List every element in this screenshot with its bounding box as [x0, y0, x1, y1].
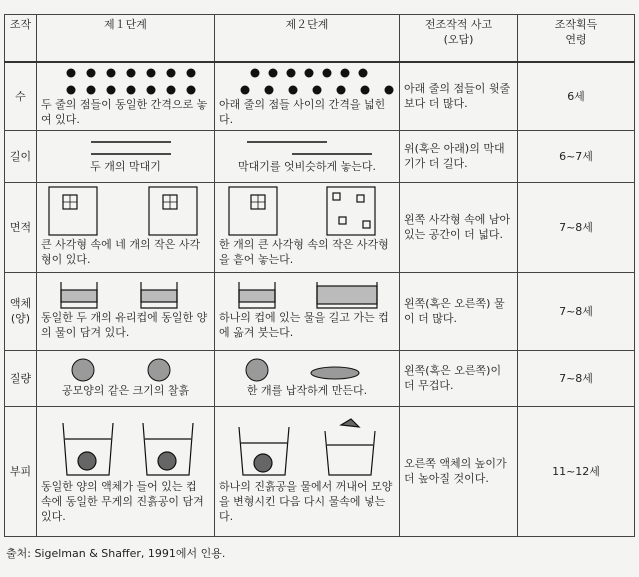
source-citation: 출처: Sigelman & Shaffer, 1991에서 인용.: [6, 547, 226, 560]
stage1-cell: [37, 272, 215, 350]
sticks-stage2-figure: [217, 137, 397, 159]
row-kind: 액체 (양): [5, 272, 37, 350]
preop-answer: 위(혹은 아래)의 막대기가 더 길다.: [400, 130, 518, 182]
table-row: [5, 182, 635, 272]
stage2-cell: [215, 350, 400, 406]
stage2-cell: [215, 406, 400, 536]
stage2-cell: [215, 62, 400, 130]
table-row: [5, 62, 635, 130]
acquisition-age: 6세: [518, 62, 635, 130]
area-stage2-figure: [217, 185, 397, 237]
stage1-cell: [37, 406, 215, 536]
clay-stage2-figure: [217, 357, 397, 383]
table-row: [5, 130, 635, 182]
area-stage1-figure: [41, 185, 211, 237]
acquisition-age: 7~8세: [518, 272, 635, 350]
stage2-cell: [215, 130, 400, 182]
row-kind: 면적: [5, 182, 37, 272]
header-preop: 전조작적 사고 (오답): [400, 15, 518, 63]
row-kind: 질량: [5, 350, 37, 406]
stage1-cell: [37, 130, 215, 182]
dots-stage1-figure: [41, 63, 211, 97]
preop-answer: 아래 줄의 점들이 윗줄보다 더 많다.: [400, 62, 518, 130]
acquisition-age: 7~8세: [518, 182, 635, 272]
liquid-stage1-figure: [41, 280, 211, 310]
clay-stage1-figure: [41, 357, 211, 383]
acquisition-age: 6~7세: [518, 130, 635, 182]
preop-answer: 왼쪽(혹은 오른쪽) 물이 더 많다.: [400, 272, 518, 350]
stage1-text: 큰 사각형 속에 네 개의 작은 사각형이 있다.: [41, 238, 201, 266]
stage1-cell: [37, 350, 215, 406]
row-kind: 부피: [5, 406, 37, 536]
row-kind: 길이: [5, 130, 37, 182]
header-stage1: 제１단계: [37, 15, 215, 63]
table-header-row: [5, 15, 635, 63]
stage1-text: 동일한 양의 액체가 들어 있는 컵 속에 동일한 무게의 진흙공이 담겨 있다.: [41, 479, 204, 523]
stage2-cell: [215, 272, 400, 350]
stage2-text: 한 개를 납작하게 만든다.: [246, 383, 368, 397]
row-kind: 수: [5, 62, 37, 130]
volume-stage1-figure: [41, 417, 211, 479]
liquid-stage2-figure: [217, 280, 397, 310]
stage1-text: 두 개의 막대기: [90, 159, 161, 173]
table-row: [5, 350, 635, 406]
volume-stage2-figure: [217, 417, 397, 479]
stage2-text: 하나의 컵에 있는 물을 길고 가는 컵에 옮겨 붓는다.: [219, 311, 389, 339]
stage2-text: 막대기를 엇비슷하게 놓는다.: [237, 159, 376, 173]
stage2-text: 아래 줄의 점들 사이의 간격을 넓힌다.: [219, 98, 386, 127]
preop-answer: 왼쪽 사각형 속에 남아 있는 공간이 더 넓다.: [400, 182, 518, 272]
stage1-cell: [37, 182, 215, 272]
acquisition-age: 7~8세: [518, 350, 635, 406]
header-kind: 조작: [5, 15, 37, 63]
sticks-stage1-figure: [41, 137, 211, 159]
header-stage2: 제２단계: [215, 15, 400, 63]
stage1-text: 두 줄의 점들이 동일한 간격으로 놓여 있다.: [41, 98, 208, 127]
stage2-text: 하나의 진흙공을 물에서 꺼내어 모양을 변형시킨 다음 다시 물속에 넣는다.: [219, 479, 393, 523]
stage1-cell: [37, 62, 215, 130]
stage2-cell: [215, 182, 400, 272]
acquisition-age: 11~12세: [518, 406, 635, 536]
stage2-text: 한 개의 큰 사각형 속의 작은 사각형을 흩어 놓는다.: [219, 238, 389, 266]
stage1-text: 공모양의 같은 크기의 찰흙: [61, 383, 190, 397]
conservation-table: [4, 14, 635, 537]
table-row: [5, 406, 635, 536]
preop-answer: 오른쪽 액체의 높이가 더 높아질 것이다.: [400, 406, 518, 536]
dots-stage2-figure: [217, 63, 397, 97]
header-age: 조작획득 연령: [518, 15, 635, 63]
stage1-text: 동일한 두 개의 유리컵에 동일한 양의 물이 담겨 있다.: [41, 311, 208, 339]
preop-answer: 왼쪽(혹은 오른쪽)이 더 무겁다.: [400, 350, 518, 406]
table-row: [5, 272, 635, 350]
